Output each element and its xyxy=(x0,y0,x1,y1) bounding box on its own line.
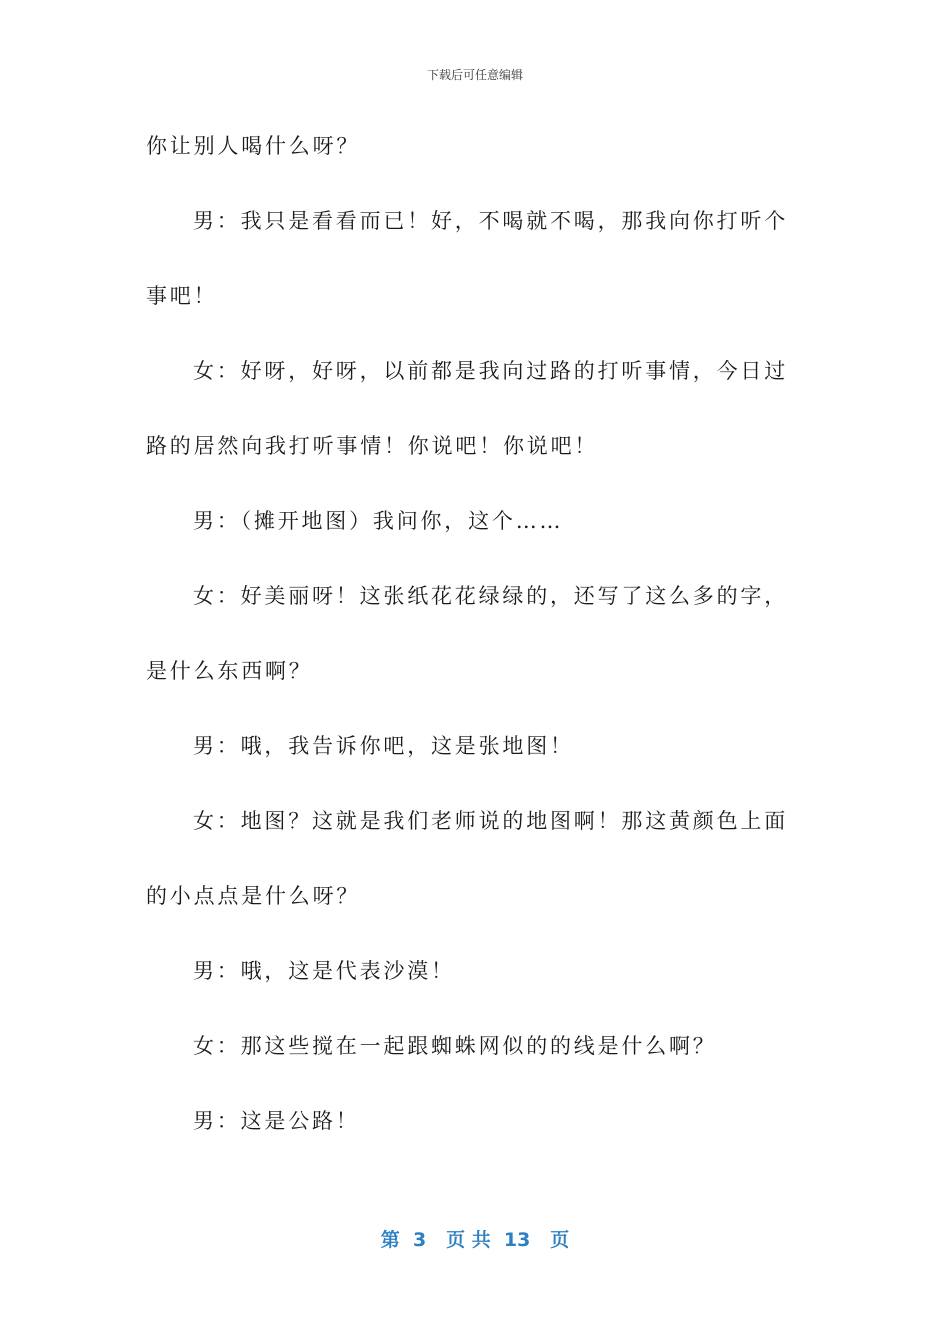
header-note: 下载后可任意编辑 xyxy=(426,68,523,82)
text-line: 男：（摊开地图）我问你，这个…… xyxy=(193,509,564,533)
page-number-footer: 第 3 页 共 13 页 xyxy=(380,1229,570,1251)
text-line: 路的居然向我打听事情！你说吧！你说吧！ xyxy=(146,434,599,458)
text-line: 男：哦，这是代表沙漠！ xyxy=(193,959,455,983)
text-line: 事吧！ xyxy=(146,284,218,308)
dialogue-body xyxy=(146,124,796,1174)
text-line: 女：好美丽呀！这张纸花花绿绿的，还写了这么多的字， xyxy=(193,584,788,608)
text-line: 你让别人喝什么呀？ xyxy=(146,134,361,158)
text-line: 是什么东西啊？ xyxy=(146,659,313,683)
text-line: 女：好呀，好呀，以前都是我向过路的打听事情，今日过 xyxy=(193,359,788,383)
text-line: 男：哦，我告诉你吧，这是张地图！ xyxy=(193,734,574,758)
text-line: 的小点点是什么呀？ xyxy=(146,884,361,908)
text-line: 女：那这些搅在一起跟蜘蛛网似的的线是什么啊？ xyxy=(193,1034,717,1058)
text-line: 女：地图？这就是我们老师说的地图啊！那这黄颜色上面 xyxy=(193,809,788,833)
text-line: 男：这是公路！ xyxy=(193,1109,360,1133)
text-line: 男：我只是看看而已！好，不喝就不喝，那我向你打听个 xyxy=(193,209,788,233)
